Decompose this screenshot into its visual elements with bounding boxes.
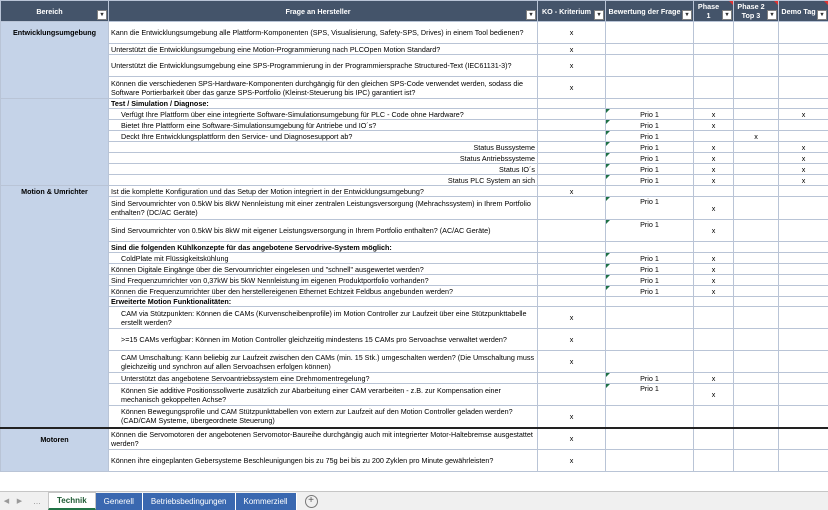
rating-cell[interactable]	[606, 450, 694, 472]
demo-cell[interactable]	[779, 428, 828, 450]
phase2-cell[interactable]	[734, 428, 779, 450]
rating-cell[interactable]: Prio 1	[606, 275, 694, 286]
rating-cell[interactable]: Prio 1	[606, 120, 694, 131]
status-subitem[interactable]: Status Antriebssysteme	[109, 153, 538, 164]
filter-dropdown-icon[interactable]: ▾	[594, 10, 604, 20]
rating-cell[interactable]	[606, 44, 694, 55]
question-cell[interactable]: Können Sie additive Positionssollwerte zusätzlich zur Abarbeitung einer CAM verarbeiten - z.B. zur Kompensation einer mechanisch gekoppelten Achse?	[109, 384, 538, 406]
phase2-cell[interactable]	[734, 351, 779, 373]
question-cell[interactable]: Können Digitale Eingänge über die Servoumrichter eingelesen und "schnell" ausgewertet werden?	[109, 264, 538, 275]
rating-cell[interactable]	[606, 406, 694, 428]
phase2-cell[interactable]	[734, 142, 779, 153]
demo-cell[interactable]	[779, 351, 828, 373]
question-cell[interactable]: Verfügt Ihre Plattform über eine integrierte Software-Simulationsumgebung für PLC - Code ohne Hardware?	[109, 109, 538, 120]
tab-technik[interactable]: Technik	[48, 492, 96, 510]
phase1-cell[interactable]: x	[694, 175, 734, 186]
phase2-cell[interactable]	[734, 77, 779, 99]
rating-cell[interactable]	[606, 329, 694, 351]
comment-marker-icon	[824, 1, 828, 5]
phase2-cell[interactable]	[734, 44, 779, 55]
phase1-cell[interactable]: x	[694, 253, 734, 264]
filter-dropdown-icon[interactable]: ▾	[682, 10, 692, 20]
ko-cell[interactable]	[538, 142, 606, 153]
phase1-cell[interactable]: x	[694, 142, 734, 153]
demo-cell[interactable]	[779, 329, 828, 351]
rating-cell[interactable]: Prio 1	[606, 109, 694, 120]
more-tabs-icon[interactable]: …	[33, 496, 41, 506]
filter-dropdown-icon[interactable]: ▾	[526, 10, 536, 20]
phase2-cell[interactable]: x	[734, 131, 779, 142]
phase2-cell[interactable]	[734, 242, 779, 253]
header-frage[interactable]	[109, 1, 538, 22]
phase2-cell[interactable]	[734, 406, 779, 428]
question-cell[interactable]: Kann die Entwicklungsumgebung alle Plattform-Komponenten (SPS, Visualisierung, Safety-SPS, Drives) in einem Tool bedienen?	[109, 22, 538, 44]
header-ko[interactable]	[538, 1, 606, 22]
header-demo[interactable]	[779, 1, 828, 22]
sheet-tab-bar	[0, 491, 828, 510]
header-ko-label: KO - Kriterium	[541, 6, 592, 16]
phase1-cell[interactable]	[694, 242, 734, 253]
ko-cell[interactable]	[538, 109, 606, 120]
demo-cell[interactable]	[779, 450, 828, 472]
tab-betriebsbedingungen[interactable]: Betriebsbedingungen	[143, 493, 236, 510]
phase2-cell[interactable]	[734, 220, 779, 242]
demo-cell[interactable]	[779, 44, 828, 55]
ko-cell[interactable]: x	[538, 77, 606, 99]
rating-cell[interactable]: Prio 1	[606, 142, 694, 153]
phase1-cell[interactable]: x	[694, 153, 734, 164]
ko-cell[interactable]	[538, 297, 606, 307]
scroll-tabs-right-icon[interactable]: ▶	[16, 498, 23, 505]
phase1-cell[interactable]	[694, 428, 734, 450]
ko-cell[interactable]	[538, 164, 606, 175]
add-sheet-icon[interactable]: +	[305, 495, 318, 508]
demo-cell[interactable]	[779, 406, 828, 428]
rating-cell[interactable]: Prio 1	[606, 197, 694, 220]
phase2-cell[interactable]	[734, 384, 779, 406]
demo-cell[interactable]	[779, 373, 828, 384]
rating-cell[interactable]: Prio 1	[606, 175, 694, 186]
phase2-cell[interactable]	[734, 297, 779, 307]
question-cell[interactable]: Können die verschiedenen SPS-Hardware-Komponenten durchgängig für den gleichen SPS-Code verwendet werden, sodass die Software Portierbarkeit über das ganze SPS-Portfolio (Kleinst-Steuerung bis IPC) garantiert ist?	[109, 77, 538, 99]
demo-cell[interactable]: x	[779, 175, 828, 186]
rating-cell[interactable]: Prio 1	[606, 384, 694, 406]
rating-cell[interactable]	[606, 186, 694, 197]
phase1-cell[interactable]	[694, 186, 734, 197]
ko-cell[interactable]	[538, 131, 606, 142]
ko-cell[interactable]: x	[538, 307, 606, 329]
ko-cell[interactable]	[538, 99, 606, 109]
phase1-cell[interactable]	[694, 99, 734, 109]
question-cell[interactable]: Sind Servoumrichter von 0.5kW bis 8kW Nennleistung mit einer zentralen Leistungsversorgung (Mehrachssystem) in Ihrem Portfolio enthalten? (DC/AC Geräte)	[109, 197, 538, 220]
rating-cell[interactable]: Prio 1	[606, 131, 694, 142]
question-cell[interactable]: Können Bewegungsprofile und CAM Stützpunkttabellen von extern zur Laufzeit auf den Motion Controller geladen werden? (CAD/CAM Systeme, übergeordnete Steuerung)	[109, 406, 538, 428]
ko-cell[interactable]	[538, 175, 606, 186]
phase1-cell[interactable]	[694, 351, 734, 373]
phase1-cell[interactable]	[694, 44, 734, 55]
status-subitem[interactable]: Status Bussysteme	[109, 142, 538, 153]
question-cell[interactable]: Können die Frequenzumrichter über den herstellereigenen Ethernet Echtzeit Feldbus angebunden werden?	[109, 286, 538, 297]
phase2-cell[interactable]	[734, 109, 779, 120]
demo-cell[interactable]: x	[779, 142, 828, 153]
area-entwicklungsumgebung[interactable]: Entwicklungsumgebung	[1, 22, 109, 99]
phase2-cell[interactable]	[734, 55, 779, 77]
phase1-cell[interactable]: x	[694, 197, 734, 220]
question-cell[interactable]: Unterstützt das angebotene Servoantriebssystem eine Drehmomentregelung?	[109, 373, 538, 384]
ko-cell[interactable]	[538, 264, 606, 275]
rating-cell[interactable]	[606, 351, 694, 373]
comment-marker-icon	[774, 1, 778, 5]
area-motion-umrichter[interactable]: Motion & Umrichter	[1, 186, 109, 428]
phase1-cell[interactable]: x	[694, 275, 734, 286]
phase2-cell[interactable]	[734, 186, 779, 197]
demo-cell[interactable]	[779, 384, 828, 406]
phase2-cell[interactable]	[734, 22, 779, 44]
demo-cell[interactable]	[779, 197, 828, 220]
filter-dropdown-icon[interactable]: ▾	[97, 10, 107, 20]
filter-dropdown-icon[interactable]: ▾	[722, 10, 732, 20]
header-phase1[interactable]	[694, 1, 734, 22]
phase2-cell[interactable]	[734, 307, 779, 329]
rating-cell[interactable]: Prio 1	[606, 153, 694, 164]
ko-cell[interactable]	[538, 373, 606, 384]
header-bereich[interactable]	[1, 1, 109, 22]
section-heading[interactable]: Erweiterte Motion Funktionalitäten:	[109, 297, 538, 307]
question-cell[interactable]: Ist die komplette Konfiguration und das Setup der Motion integriert in der Entwicklungsumgebung?	[109, 186, 538, 197]
ko-cell[interactable]: x	[538, 406, 606, 428]
question-cell[interactable]: Bietet Ihre Plattform eine Software-Simulationsumgebung für Antriebe und IO´s?	[109, 120, 538, 131]
area-cell-empty[interactable]	[1, 99, 109, 186]
ko-cell[interactable]	[538, 286, 606, 297]
rating-cell[interactable]	[606, 297, 694, 307]
header-frage-label: Frage an Hersteller	[285, 6, 351, 16]
demo-cell[interactable]	[779, 186, 828, 197]
demo-cell[interactable]	[779, 99, 828, 109]
question-cell[interactable]: Sind Frequenzumrichter von 0,37kW bis 5kW Nennleistung im eigenen Produktportfolio vorhanden?	[109, 275, 538, 286]
ko-cell[interactable]	[538, 197, 606, 220]
tab-generell[interactable]: Generell	[96, 493, 143, 510]
header-bewertung[interactable]	[606, 1, 694, 22]
filter-dropdown-icon[interactable]: ▾	[767, 10, 777, 20]
phase2-cell[interactable]	[734, 329, 779, 351]
demo-cell[interactable]	[779, 253, 828, 264]
phase1-cell[interactable]	[694, 307, 734, 329]
phase1-cell[interactable]: x	[694, 373, 734, 384]
ko-cell[interactable]: x	[538, 22, 606, 44]
rating-cell[interactable]: Prio 1	[606, 220, 694, 242]
demo-cell[interactable]	[779, 242, 828, 253]
scroll-tabs-left-icon[interactable]: ◀	[3, 498, 10, 505]
header-bewertung-label: Bewertung der Frage	[608, 6, 681, 16]
ko-cell[interactable]: x	[538, 329, 606, 351]
demo-cell[interactable]	[779, 297, 828, 307]
ko-cell[interactable]	[538, 220, 606, 242]
phase2-cell[interactable]	[734, 99, 779, 109]
phase2-cell[interactable]	[734, 120, 779, 131]
rating-cell[interactable]: Prio 1	[606, 264, 694, 275]
ko-cell[interactable]: x	[538, 450, 606, 472]
question-cell[interactable]: Deckt Ihre Entwicklungsplattform den Service- und Diagnosesupport ab?	[109, 131, 538, 142]
ko-cell[interactable]: x	[538, 186, 606, 197]
phase1-cell[interactable]: x	[694, 384, 734, 406]
rating-cell[interactable]	[606, 428, 694, 450]
question-cell[interactable]: >=15 CAMs verfügbar: Können im Motion Controller gleichzeitig mindestens 15 CAMs pro Servoachse verwaltet werden?	[109, 329, 538, 351]
ko-cell[interactable]	[538, 253, 606, 264]
header-demo-label: Demo Tag	[781, 6, 816, 16]
ko-cell[interactable]: x	[538, 351, 606, 373]
rating-cell[interactable]: Prio 1	[606, 164, 694, 175]
ko-cell[interactable]: x	[538, 55, 606, 77]
phase1-cell[interactable]: x	[694, 120, 734, 131]
demo-cell[interactable]	[779, 286, 828, 297]
phase1-cell[interactable]: x	[694, 220, 734, 242]
phase2-cell[interactable]	[734, 286, 779, 297]
ko-cell[interactable]	[538, 275, 606, 286]
status-subitem[interactable]: Status PLC System an sich	[109, 175, 538, 186]
question-cell[interactable]: Können ihre eingeplanten Gebersysteme Beschleunigungen bis zu 75g bei bis zu 200 Zyklen pro Minute gewährleisten?	[109, 450, 538, 472]
filter-dropdown-icon[interactable]: ▾	[817, 10, 827, 20]
phase1-cell[interactable]: x	[694, 164, 734, 175]
ko-cell[interactable]	[538, 153, 606, 164]
phase1-cell[interactable]	[694, 22, 734, 44]
rating-cell[interactable]	[606, 242, 694, 253]
rating-cell[interactable]: Prio 1	[606, 253, 694, 264]
rating-cell[interactable]: Prio 1	[606, 286, 694, 297]
demo-cell[interactable]: x	[779, 153, 828, 164]
demo-cell[interactable]	[779, 307, 828, 329]
phase2-cell[interactable]	[734, 175, 779, 186]
demo-cell[interactable]	[779, 77, 828, 99]
question-cell[interactable]: Unterstützt die Entwicklungsumgebung eine SPS-Programmierung in der Programmiersprache Structured-Text (IEC61131-3)?	[109, 55, 538, 77]
section-heading[interactable]: Sind die folgenden Kühlkonzepte für das angebotene Servodrive-System möglich:	[109, 242, 538, 253]
demo-cell[interactable]	[779, 55, 828, 77]
phase2-cell[interactable]	[734, 275, 779, 286]
demo-cell[interactable]: x	[779, 164, 828, 175]
phase1-cell[interactable]	[694, 55, 734, 77]
rating-cell[interactable]: Prio 1	[606, 373, 694, 384]
section-heading[interactable]: Test / Simulation / Diagnose:	[109, 99, 538, 109]
phase1-cell[interactable]	[694, 77, 734, 99]
phase1-cell[interactable]	[694, 406, 734, 428]
header-phase2-label: Phase 2 Top 3	[737, 2, 765, 20]
question-cell[interactable]: Können die Servomotoren der angebotenen Servomotor-Baureihe durchgängig auch mit integrierter Motor-Haltebremse ausgestattet werden?	[109, 428, 538, 450]
question-cell[interactable]: CAM via Stützpunkten: Können die CAMs (Kurvenscheibenprofile) im Motion Controller zur Laufzeit über eine Stützpunkttabelle erstellt werden?	[109, 307, 538, 329]
rating-cell[interactable]	[606, 55, 694, 77]
tab-kommerziell[interactable]: Kommerziell	[236, 493, 297, 510]
header-bereich-label: Bereich	[36, 6, 63, 16]
phase2-cell[interactable]	[734, 264, 779, 275]
demo-cell[interactable]	[779, 275, 828, 286]
ko-cell[interactable]: x	[538, 44, 606, 55]
phase2-cell[interactable]	[734, 197, 779, 220]
question-cell[interactable]: CAM Umschaltung: Kann beliebig zur Laufzeit zwischen den CAMs (min. 15 Stk.) umgeschalten werden? (Die Umschaltung muss gleichzeitig und synchron auf allen Servoachsen erfolgen können)	[109, 351, 538, 373]
demo-cell[interactable]	[779, 220, 828, 242]
phase1-cell[interactable]	[694, 450, 734, 472]
ko-cell[interactable]	[538, 242, 606, 253]
phase1-cell[interactable]: x	[694, 286, 734, 297]
demo-cell[interactable]	[779, 131, 828, 142]
rating-cell[interactable]	[606, 77, 694, 99]
ko-cell[interactable]: x	[538, 428, 606, 450]
phase1-cell[interactable]	[694, 131, 734, 142]
rating-cell[interactable]	[606, 99, 694, 109]
question-cell[interactable]: Unterstützt die Entwicklungsumgebung eine Motion-Programmierung nach PLCOpen Motion Standard?	[109, 44, 538, 55]
phase2-cell[interactable]	[734, 253, 779, 264]
status-subitem[interactable]: Status IO´s	[109, 164, 538, 175]
rating-cell[interactable]	[606, 22, 694, 44]
comment-marker-icon	[729, 1, 733, 5]
phase1-cell[interactable]: x	[694, 264, 734, 275]
area-motoren[interactable]: Motoren	[1, 428, 109, 472]
demo-cell[interactable]: x	[779, 109, 828, 120]
phase2-cell[interactable]	[734, 450, 779, 472]
rating-cell[interactable]	[606, 307, 694, 329]
phase1-cell[interactable]	[694, 329, 734, 351]
header-phase1-label: Phase 1	[697, 2, 720, 20]
question-cell[interactable]: Sind Servoumrichter von 0.5kW bis 8kW mit eigener Leistungsversorgung in Ihrem Portfolio enthalten? (AC/AC Geräte)	[109, 220, 538, 242]
phase2-cell[interactable]	[734, 164, 779, 175]
question-cell[interactable]: ColdPlate mit Flüssigkeitskühlung	[109, 253, 538, 264]
demo-cell[interactable]	[779, 120, 828, 131]
ko-cell[interactable]	[538, 120, 606, 131]
demo-cell[interactable]	[779, 264, 828, 275]
phase2-cell[interactable]	[734, 373, 779, 384]
demo-cell[interactable]	[779, 22, 828, 44]
header-phase2[interactable]	[734, 1, 779, 22]
ko-cell[interactable]	[538, 384, 606, 406]
phase1-cell[interactable]	[694, 297, 734, 307]
phase1-cell[interactable]: x	[694, 109, 734, 120]
phase2-cell[interactable]	[734, 153, 779, 164]
